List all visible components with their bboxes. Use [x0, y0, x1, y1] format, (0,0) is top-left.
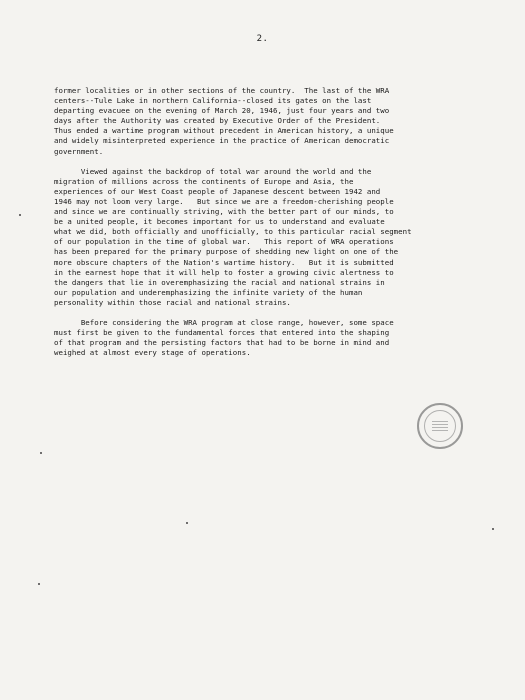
text-line: days after the Authority was created by Executive Order of the President. [54, 116, 381, 126]
page-speck [40, 452, 42, 454]
text-line: has been prepared for the primary purpose of shedding new light on one of the [54, 247, 399, 257]
paragraph-1 [54, 86, 494, 157]
text-line: our population and underemphasizing the infinite variety of the human [54, 287, 363, 297]
text-line: departing evacuee on the evening of March 20, 1946, just four years and two [54, 106, 390, 116]
stamp-inner-mark [432, 421, 448, 431]
page-speck [19, 214, 21, 216]
page-speck [186, 522, 188, 524]
text-line: migration of millions across the continents of Europe and Asia, the [54, 176, 354, 186]
paragraph-3 [54, 318, 494, 358]
text-line: 1946 may not loom very large. But since we are a freedom-cherishing people [54, 196, 394, 206]
text-line: be a united people, it becomes important for us to understand and evaluate [54, 217, 385, 227]
text-line: of our population in the time of global war. This report of WRA operations [54, 237, 394, 247]
text-line: personality within those racial and national strains. [54, 297, 291, 307]
text-line: weighed at almost every stage of operations. [54, 348, 251, 358]
text-line: Before considering the WRA program at close range, however, some space [54, 317, 394, 327]
text-line: and widely misinterpreted experience in the practice of American democratic [54, 136, 390, 146]
text-line: must first be given to the fundamental forces that entered into the shaping [54, 328, 390, 338]
text-line: the dangers that lie in overemphasizing the racial and national strains in [54, 277, 385, 287]
text-line: experiences of our West Coast people of Japanese descent between 1942 and [54, 186, 381, 196]
text-line: centers--Tule Lake in northern California--closed its gates on the last [54, 96, 372, 106]
text-line: and since we are continually striving, with the better part of our minds, to [54, 207, 394, 217]
text-line: of that program and the persisting factors that had to be borne in mind and [54, 338, 390, 348]
page-speck [38, 583, 40, 585]
paragraph-2 [54, 167, 494, 308]
document-body [54, 86, 494, 368]
text-line: government. [54, 146, 104, 156]
text-line: former localities or in other sections of the country. The last of the WRA [54, 86, 390, 95]
text-line: Thus ended a wartime program without precedent in American history, a unique [54, 126, 394, 136]
text-line: more obscure chapters of the Nation's wartime history. But it is submitted [54, 257, 394, 267]
archive-stamp [417, 403, 463, 449]
page-speck [492, 528, 494, 530]
text-line: Viewed against the backdrop of total war around the world and the [54, 166, 372, 176]
page-number: 2. [256, 34, 269, 44]
text-line: what we did, both officially and unofficially, to this particular racial segment [54, 227, 412, 237]
text-line: in the earnest hope that it will help to foster a growing civic alertness to [54, 267, 394, 277]
